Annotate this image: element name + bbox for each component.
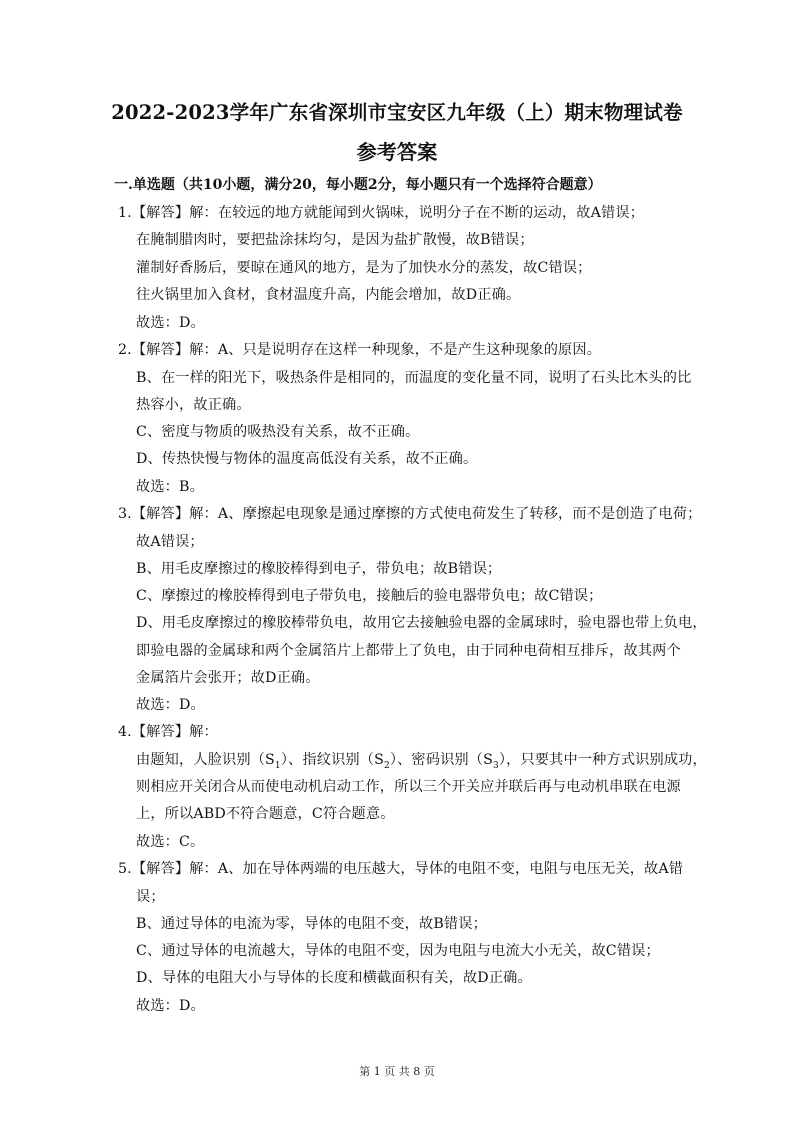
question-number: 5. xyxy=(118,861,132,877)
answer-1-line-1 xyxy=(118,202,644,222)
answer-5-conclusion: 故选：D。 xyxy=(136,998,205,1014)
answer-2-line-5: D、传热快慢与物体的温度高低没有关系，故不正确。 xyxy=(136,451,478,467)
document-title: 2022-2023学年广东省深圳市宝安区九年级（上）期末物理试卷 xyxy=(111,101,683,124)
answer-4-line-2 xyxy=(136,749,707,771)
answer-2-conclusion: 故选：B。 xyxy=(136,479,204,495)
answer-text: 【解答】解：A、只是说明存在这样一种现象，不是产生这种现象的原因。 xyxy=(131,342,602,358)
subscript: 2 xyxy=(383,760,390,771)
answer-3-line-6: 即验电器的金属球和两个金属箔片上都带上了负电，由于同种电荷相互排斥，故其两个 xyxy=(136,643,681,659)
answer-2-line-3: 热容小，故正确。 xyxy=(136,397,251,413)
answer-3-line-5: D、用毛皮摩擦过的橡胶棒带负电，故用它去接触验电器的金属球时，验电器也带上负电， xyxy=(136,615,707,631)
answer-3-line-4: C、摩擦过的橡胶棒得到电子带负电，接触后的验电器带负电；故C错误； xyxy=(136,588,603,604)
answer-3-line-2: 故A错误； xyxy=(136,534,204,550)
subscript: 3 xyxy=(492,760,499,771)
answer-1-line-3: 灌制好香肠后，要晾在通风的地方，是为了加快水分的蒸发，故C错误； xyxy=(136,260,592,276)
question-number: 3. xyxy=(118,506,132,522)
question-number: 2. xyxy=(118,342,132,358)
answer-text: 由题知，人脸识别（S xyxy=(136,752,275,768)
document-subtitle: 参考答案 xyxy=(356,140,438,164)
answer-2-line-4: C、密度与物质的吸热没有关系，故不正确。 xyxy=(136,424,420,440)
answer-5-line-1 xyxy=(118,858,683,878)
answer-5-line-4: C、通过导体的电流越大，导体的电阻不变，因为电阻与电流大小无关，故C错误； xyxy=(136,943,660,959)
answer-5-line-2: 误； xyxy=(136,889,165,905)
answer-4-line-4: 上，所以ABD不符合题意，C符合题意。 xyxy=(136,806,395,822)
answer-text: ），只要其中一种方式识别成功， xyxy=(498,752,707,768)
section-heading: 一.单选题（共10小题，满分20，每小题2分，每小题只有一个选择符合题意） xyxy=(114,177,602,193)
answer-text: 【解答】解：在较远的地方就能闻到火锅味，说明分子在不断的运动，故A错误； xyxy=(131,205,645,221)
answer-1-line-2: 在腌制腊肉时，要把盐涂抹均匀，是因为盐扩散慢，故B错误； xyxy=(136,232,534,248)
answer-1-conclusion: 故选：D。 xyxy=(136,315,205,331)
answer-4-line-1 xyxy=(118,721,218,741)
answer-1-line-4: 往火锅里加入食材，食材温度升高，内能会增加，故D正确。 xyxy=(136,287,521,303)
answer-2-line-1 xyxy=(118,339,601,359)
answer-3-conclusion: 故选：D。 xyxy=(136,697,205,713)
answer-text: 【解答】解：A、摩擦起电现象是通过摩擦的方式使电荷发生了转移，而不是创造了电荷； xyxy=(131,506,702,522)
answer-3-line-3: B、用毛皮摩擦过的橡胶棒得到电子，带负电；故B错误； xyxy=(136,561,502,577)
answer-2-line-2: B、在一样的阳光下，吸热条件是相同的，而温度的变化量不同，说明了石头比木头的比 xyxy=(136,370,692,386)
answer-4-line-3: 则相应开关闭合从而使电动机启动工作，所以三个开关应并联后再与电动机串联在电源 xyxy=(136,779,681,795)
question-number: 4. xyxy=(118,724,132,740)
answer-text: 【解答】解： xyxy=(131,724,218,740)
answer-text: ）、密码识别（S xyxy=(389,752,493,768)
question-number: 1. xyxy=(118,205,132,221)
page-footer: 第 1 页 共 8 页 xyxy=(359,1065,435,1078)
answer-5-line-5: D、导体的电阻大小与导体的长度和横截面积有关，故D正确。 xyxy=(136,970,532,986)
answer-3-line-1 xyxy=(118,503,701,523)
answer-3-line-7: 金属箔片会张开；故D正确。 xyxy=(136,670,320,686)
answer-4-conclusion: 故选：C。 xyxy=(136,834,205,850)
answer-5-line-3: B、通过导体的电流为零，导体的电阻不变，故B错误； xyxy=(136,916,487,932)
answer-text: ）、指纹识别（S xyxy=(280,752,384,768)
subscript: 1 xyxy=(274,760,281,771)
answer-text: 【解答】解：A、加在导体两端的电压越大，导体的电阻不变，电阻与电压无关，故A错 xyxy=(131,861,684,877)
